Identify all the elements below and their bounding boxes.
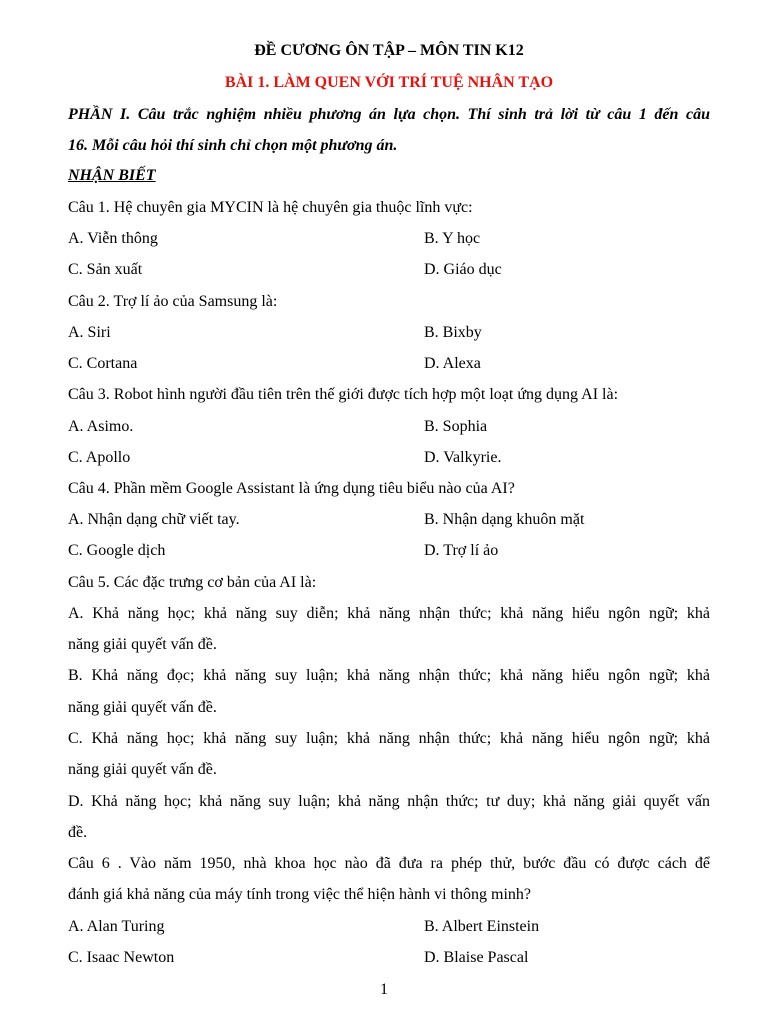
part-instruction-line-2: 16. Mỗi câu hỏi thí sinh chỉ chọn một phương án. [68,137,398,154]
question-5-option-a-line-2: năng giải quyết vấn đề. [68,636,217,653]
level-heading: NHẬN BIẾT [68,167,156,184]
question-5-option-d-line-2: đề. [68,824,88,841]
question-4-option-b: B. Nhận dạng khuôn mặt [424,511,585,528]
question-3-text: Câu 3. Robot hình người đầu tiên trên thế giới được tích hợp một loạt ứng dụng AI là: [68,386,619,403]
question-5-option-b-line-2: năng giải quyết vấn đề. [68,699,217,716]
question-6-text-line-1: Câu 6 . Vào năm 1950, nhà khoa học nào đã đưa ra phép thử, bước đầu có được cách để [68,855,710,872]
question-5-text: Câu 5. Các đặc trưng cơ bản của AI là: [68,574,317,591]
question-2-option-a: A. Siri [68,324,111,341]
question-4-option-d: D. Trợ lí ảo [424,542,499,559]
question-1-option-a: A. Viễn thông [68,230,158,247]
question-4-option-c: C. Google dịch [68,542,166,559]
question-3-option-d: D. Valkyrie. [424,449,502,466]
question-5-option-c-line-2: năng giải quyết vấn đề. [68,761,217,778]
question-3-option-a: A. Asimo. [68,418,134,435]
part-instruction-line-1: PHẦN I. Câu trắc nghiệm nhiều phương án lựa chọn. Thí sinh trả lời từ câu 1 đến câu [68,106,710,123]
question-2-option-d: D. Alexa [424,355,481,372]
question-3-option-c: C. Apollo [68,449,131,466]
question-1-text: Câu 1. Hệ chuyên gia MYCIN là hệ chuyên gia thuộc lĩnh vực: [68,199,473,216]
lesson-title: BÀI 1. LÀM QUEN VỚI TRÍ TUỆ NHÂN TẠO [224,74,554,91]
document-title: ĐỀ CƯƠNG ÔN TẬP – MÔN TIN K12 [254,42,524,59]
question-4-option-a: A. Nhận dạng chữ viết tay. [68,511,240,528]
question-6-option-d: D. Blaise Pascal [424,949,529,966]
question-6-text-line-2: đánh giá khả năng của máy tính trong việc thể hiện hành vi thông minh? [68,886,531,903]
question-2-option-c: C. Cortana [68,355,138,372]
question-1-option-d: D. Giáo dục [424,261,502,278]
question-1-option-b: B. Y học [424,230,481,247]
question-2-text: Câu 2. Trợ lí ảo của Samsung là: [68,293,278,310]
question-1-option-c: C. Sản xuất [68,261,143,278]
page-number: 1 [380,981,388,998]
question-5-option-d-line-1: D. Khả năng học; khả năng suy luận; khả năng nhận thức; tư duy; khả năng giải quyết vấn [68,793,710,810]
question-3-option-b: B. Sophia [424,418,488,435]
question-6-option-c: C. Isaac Newton [68,949,175,966]
question-6-option-b: B. Albert Einstein [424,918,540,935]
question-2-option-b: B. Bixby [424,324,482,341]
question-4-text: Câu 4. Phần mềm Google Assistant là ứng dụng tiêu biểu nào của AI? [68,480,515,497]
question-6-option-a: A. Alan Turing [68,918,165,935]
question-5-option-b-line-1: B. Khả năng đọc; khả năng suy luận; khả năng nhận thức; khả năng hiểu ngôn ngữ; khả [68,667,710,684]
question-5-option-a-line-1: A. Khả năng học; khả năng suy diễn; khả năng nhận thức; khả năng hiểu ngôn ngữ; khả [68,605,710,622]
question-5-option-c-line-1: C. Khả năng học; khả năng suy luận; khả năng nhận thức; khả năng hiểu ngôn ngữ; khả [68,730,710,747]
